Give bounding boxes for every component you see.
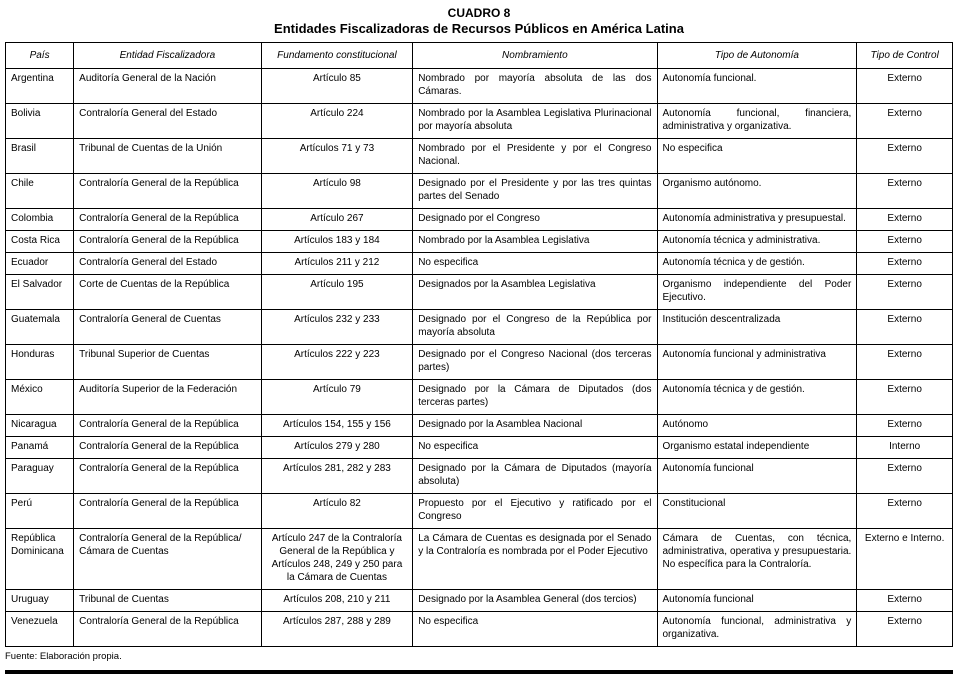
table-row: [6, 139, 953, 174]
table-cell: Artículos 183 y 184: [261, 231, 413, 253]
table-cell: Externo: [857, 231, 953, 253]
table-cell: Artículo 195: [261, 275, 413, 310]
table-cell: Panamá: [6, 437, 74, 459]
table-cell: Contraloría General de la República: [74, 174, 262, 209]
table-head: [6, 43, 953, 69]
table-row: [6, 612, 953, 647]
table-cell: Artículos 222 y 223: [261, 345, 413, 380]
table-cell: Guatemala: [6, 310, 74, 345]
table-cell: No especifica: [657, 139, 857, 174]
table-cell: Organismo independiente del Poder Ejecutivo.: [657, 275, 857, 310]
table-cell: Contraloría General de la República: [74, 231, 262, 253]
table-cell: Autonomía funcional y administrativa: [657, 345, 857, 380]
table-cell: Artículo 98: [261, 174, 413, 209]
table-cell: Uruguay: [6, 590, 74, 612]
table-cell: Artículo 224: [261, 104, 413, 139]
table-cell: Costa Rica: [6, 231, 74, 253]
table-cell: Externo: [857, 209, 953, 231]
table-cell: Contraloría General de la República: [74, 209, 262, 231]
table-cell: Externo e Interno.: [857, 529, 953, 590]
table-cell: Nombrado por la Asamblea Legislativa: [413, 231, 657, 253]
table-cell: Auditoría Superior de la Federación: [74, 380, 262, 415]
table-cell: Colombia: [6, 209, 74, 231]
table-cell: Propuesto por el Ejecutivo y ratificado por el Congreso: [413, 494, 657, 529]
table-body: [6, 69, 953, 647]
table-row: [6, 104, 953, 139]
table-cell: Nicaragua: [6, 415, 74, 437]
table-cell: Corte de Cuentas de la República: [74, 275, 262, 310]
table-cell: Venezuela: [6, 612, 74, 647]
table-cell: Designado por el Congreso Nacional (dos terceras partes): [413, 345, 657, 380]
table-row: [6, 69, 953, 104]
table-cell: Artículos 71 y 73: [261, 139, 413, 174]
table-cell: Externo: [857, 590, 953, 612]
table-cell: Autonomía técnica y administrativa.: [657, 231, 857, 253]
table-cell: Autonomía técnica y de gestión.: [657, 380, 857, 415]
table-cell: Designado por la Cámara de Diputados (mayoría absoluta): [413, 459, 657, 494]
table-cell: Contraloría General de Cuentas: [74, 310, 262, 345]
fiscal-entities-table: [5, 42, 953, 647]
table-cell: Externo: [857, 139, 953, 174]
table-cell: Designado por el Presidente y por las tres quintas partes del Senado: [413, 174, 657, 209]
table-cell: Artículo 85: [261, 69, 413, 104]
table-cell: Bolivia: [6, 104, 74, 139]
table-cell: Artículos 281, 282 y 283: [261, 459, 413, 494]
table-cell: Designado por el Congreso: [413, 209, 657, 231]
table-cell: Designado por la Asamblea General (dos tercios): [413, 590, 657, 612]
table-cell: Nombrado por el Presidente y por el Congreso Nacional.: [413, 139, 657, 174]
table-cell: Externo: [857, 253, 953, 275]
table-cell: Autonomía funcional: [657, 459, 857, 494]
table-cell: Artículos 154, 155 y 156: [261, 415, 413, 437]
table-row: [6, 231, 953, 253]
table-cell: Externo: [857, 174, 953, 209]
table-row: [6, 253, 953, 275]
table-cell: Autonomía funcional.: [657, 69, 857, 104]
table-cell: Autonomía administrativa y presupuestal.: [657, 209, 857, 231]
table-row: [6, 174, 953, 209]
table-cell: Argentina: [6, 69, 74, 104]
table-cell: Autonomía técnica y de gestión.: [657, 253, 857, 275]
table-cell: Nombrado por mayoría absoluta de las dos Cámaras.: [413, 69, 657, 104]
table-cell: No especifica: [413, 437, 657, 459]
table-cell: Tribunal de Cuentas de la Unión: [74, 139, 262, 174]
table-cell: Contraloría General de la República: [74, 415, 262, 437]
table-cell: Artículo 247 de la Contraloría General de la República y Artículos 248, 249 y 250 para la Cámara de Cuentas: [261, 529, 413, 590]
table-cell: Nombrado por la Asamblea Legislativa Plurinacional por mayoría absoluta: [413, 104, 657, 139]
table-cell: Externo: [857, 380, 953, 415]
table-cell: Artículos 211 y 212: [261, 253, 413, 275]
table-cell: Paraguay: [6, 459, 74, 494]
table-cell: Tribunal Superior de Cuentas: [74, 345, 262, 380]
table-cell: Artículos 208, 210 y 211: [261, 590, 413, 612]
table-cell: Interno: [857, 437, 953, 459]
table-cell: Externo: [857, 345, 953, 380]
table-cell: La Cámara de Cuentas es designada por el Senado y la Contraloría es nombrada por el Poder Ejecutivo: [413, 529, 657, 590]
table-cell: Externo: [857, 459, 953, 494]
table-cell: Designados por la Asamblea Legislativa: [413, 275, 657, 310]
table-cell: Ecuador: [6, 253, 74, 275]
table-cell: Contraloría General de la República: [74, 494, 262, 529]
table-cell: Artículo 267: [261, 209, 413, 231]
table-cell: Externo: [857, 69, 953, 104]
bottom-rule: [5, 670, 953, 674]
table-row: [6, 415, 953, 437]
table-cell: República Dominicana: [6, 529, 74, 590]
table-cell: Designado por la Cámara de Diputados (dos terceras partes): [413, 380, 657, 415]
column-header: Nombramiento: [413, 43, 657, 69]
table-row: [6, 529, 953, 590]
table-cell: Artículos 287, 288 y 289: [261, 612, 413, 647]
table-cell: Perú: [6, 494, 74, 529]
table-cell: Auditoría General de la Nación: [74, 69, 262, 104]
table-cell: Contraloría General del Estado: [74, 253, 262, 275]
table-cell: Cámara de Cuentas, con técnica, administrativa, operativa y presupuestaria. No específica para la Contraloría.: [657, 529, 857, 590]
table-row: [6, 459, 953, 494]
table-cell: Chile: [6, 174, 74, 209]
column-header: Fundamento constitucional: [261, 43, 413, 69]
table-cell: Designado por la Asamblea Nacional: [413, 415, 657, 437]
table-row: [6, 275, 953, 310]
table-cell: No especifica: [413, 253, 657, 275]
table-cell: Contraloría General del Estado: [74, 104, 262, 139]
table-cell: Contraloría General de la República: [74, 459, 262, 494]
table-cell: Brasil: [6, 139, 74, 174]
column-header: País: [6, 43, 74, 69]
table-row: [6, 209, 953, 231]
table-cell: Autonomía funcional: [657, 590, 857, 612]
table-cell: El Salvador: [6, 275, 74, 310]
table-cell: Organismo autónomo.: [657, 174, 857, 209]
table-cell: Contraloría General de la República: [74, 437, 262, 459]
table-cell: Contraloría General de la República: [74, 612, 262, 647]
table-cell: Autonomía funcional, financiera, administrativa y organizativa.: [657, 104, 857, 139]
table-row: [6, 310, 953, 345]
table-row: [6, 380, 953, 415]
table-row: [6, 590, 953, 612]
table-row: [6, 494, 953, 529]
table-cell: Externo: [857, 415, 953, 437]
table-cell: Institución descentralizada: [657, 310, 857, 345]
table-cell: Artículos 279 y 280: [261, 437, 413, 459]
table-cell: Constitucional: [657, 494, 857, 529]
table-cell: Organismo estatal independiente: [657, 437, 857, 459]
source-note: Fuente: Elaboración propia.: [5, 651, 122, 663]
table-cell: Contraloría General de la República/ Cámara de Cuentas: [74, 529, 262, 590]
table-cell: Honduras: [6, 345, 74, 380]
table-cell: Tribunal de Cuentas: [74, 590, 262, 612]
table-cell: México: [6, 380, 74, 415]
table-head-row: [6, 43, 953, 69]
column-header: Entidad Fiscalizadora: [74, 43, 262, 69]
table-cell: Artículo 79: [261, 380, 413, 415]
table-cell: Externo: [857, 494, 953, 529]
title-block: [5, 6, 953, 37]
table-cell: Externo: [857, 612, 953, 647]
table-cell: Autónomo: [657, 415, 857, 437]
column-header: Tipo de Autonomía: [657, 43, 857, 69]
table-cell: Artículos 232 y 233: [261, 310, 413, 345]
page-title: Entidades Fiscalizadoras de Recursos Públicos en América Latina: [274, 21, 684, 36]
table-cell: Designado por el Congreso de la República por mayoría absoluta: [413, 310, 657, 345]
table-cell: Externo: [857, 310, 953, 345]
table-row: [6, 345, 953, 380]
table-cell: Externo: [857, 275, 953, 310]
column-header: Tipo de Control: [857, 43, 953, 69]
table-row: [6, 437, 953, 459]
table-cell: Artículo 82: [261, 494, 413, 529]
table-cell: Autonomía funcional, administrativa y organizativa.: [657, 612, 857, 647]
table-cell: Externo: [857, 104, 953, 139]
table-cell: No especifica: [413, 612, 657, 647]
table-number: CUADRO 8: [447, 6, 511, 20]
